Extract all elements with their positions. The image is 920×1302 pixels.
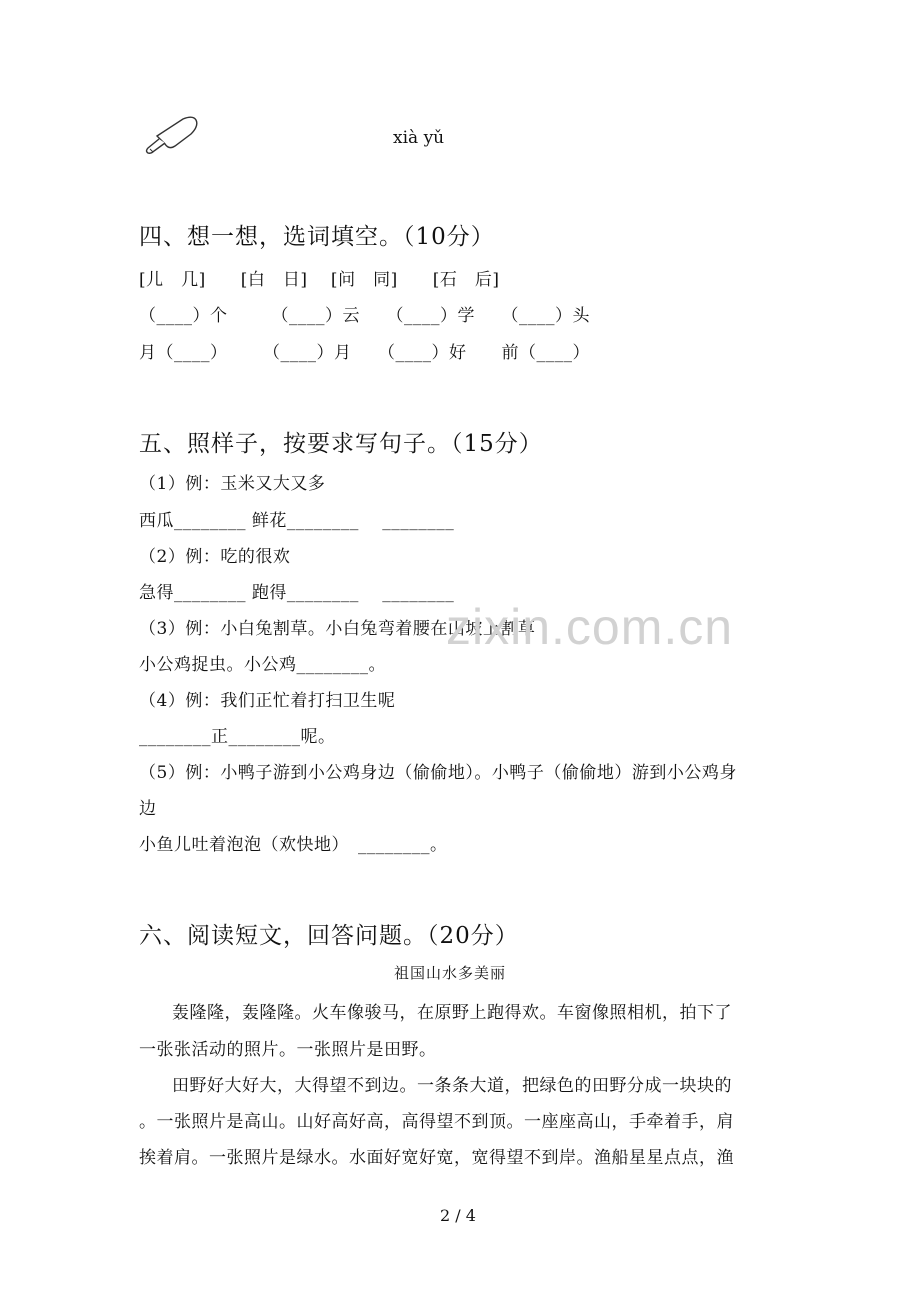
section5-line: （5）例：小鸭子游到小公鸡身边（偷偷地）。小鸭子（偷偷地）游到小公鸡身 <box>139 763 737 783</box>
section4-title: 四、想一想，选词填空。（10分） <box>139 224 495 250</box>
section5-line: （1）例：玉米又大又多 <box>139 474 326 494</box>
pinyin-label: xià yǔ <box>393 128 445 148</box>
section5-line: 西瓜________ 鲜花________ ________ <box>139 511 455 531</box>
section5-line: 边 <box>139 799 157 819</box>
passage-line: 。一张照片是高山。山好高好高，高得望不到顶。一座座高山，手牵着手，肩 <box>139 1112 734 1132</box>
section5-title: 五、照样子，按要求写句子。（15分） <box>139 431 543 457</box>
section5-line: （3）例：小白兔割草。小白兔弯着腰在山坡上割草 <box>139 619 536 639</box>
passage-line: 挨着肩。一张照片是绿水。水面好宽好宽，宽得望不到岸。渔船星星点点，渔 <box>139 1148 734 1168</box>
watermark: zixin.com.cn <box>446 599 734 655</box>
section5-line: （4）例：我们正忙着打扫卫生呢 <box>139 691 396 711</box>
section5-line: （2）例：吃的很欢 <box>139 547 291 567</box>
cleaver-knife-icon <box>143 114 203 158</box>
section6-title: 六、阅读短文，回答问题。（20分） <box>139 923 519 949</box>
section5-line: ________正________呢。 <box>139 727 336 747</box>
passage-line: 田野好大好大，大得望不到边。一条条大道，把绿色的田野分成一块块的 <box>172 1076 732 1096</box>
section4-row2: 月（____） （____）月 （____）好 前（____） <box>139 343 590 363</box>
passage-title: 祖国山水多美丽 <box>394 964 507 982</box>
section4-word-groups: [儿 几] [白 日] [问 同] [石 后] <box>139 270 500 290</box>
section5-line: 小鱼儿吐着泡泡（欢快地） ________。 <box>139 835 448 855</box>
section5-line: 急得________ 跑得________ ________ <box>139 583 455 603</box>
section4-row1: （____）个 （____）云 （____）学 （____）头 <box>139 306 590 326</box>
page-number: 2 / 4 <box>440 1206 476 1225</box>
passage-line: 轰隆隆，轰隆隆。火车像骏马，在原野上跑得欢。车窗像照相机，拍下了 <box>172 1003 732 1023</box>
passage-line: 一张张活动的照片。一张照片是田野。 <box>139 1040 437 1060</box>
section5-line: 小公鸡捉虫。小公鸡________。 <box>139 655 386 675</box>
